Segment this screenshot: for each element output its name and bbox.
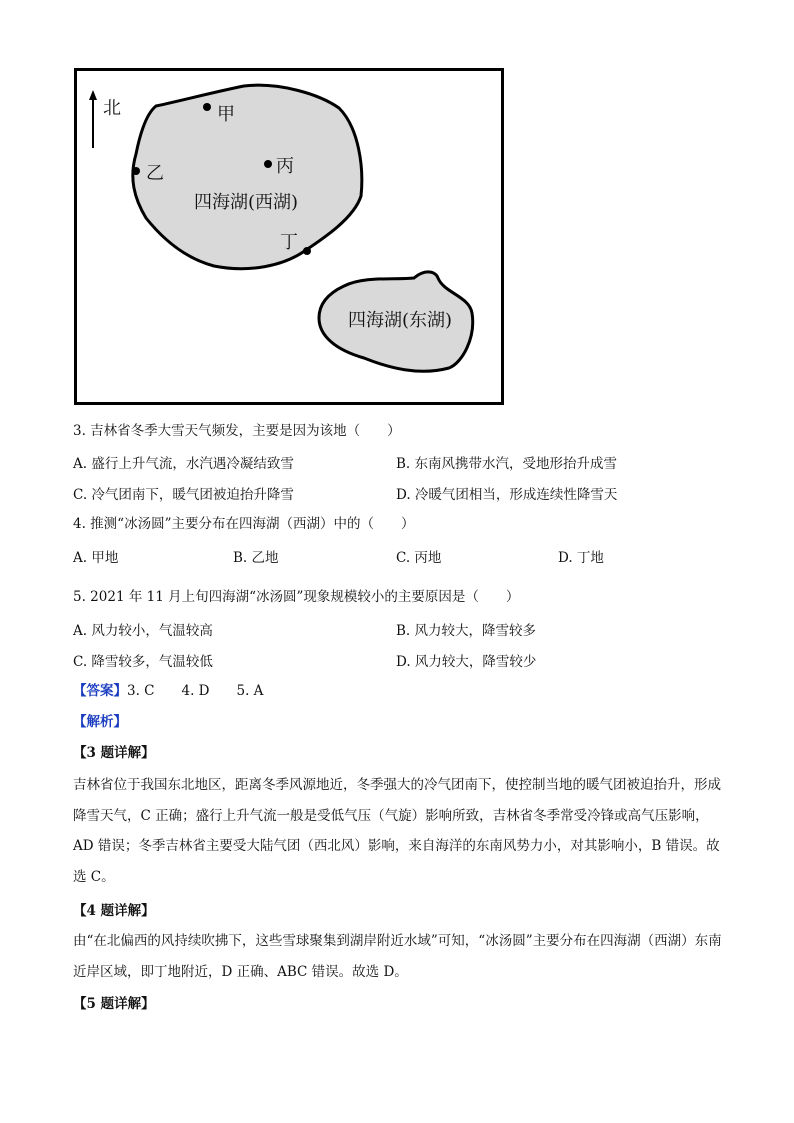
q5-option-b: B. 风力较大，降雪较多 — [396, 623, 537, 639]
label-jia: 甲 — [217, 104, 235, 125]
q3-option-a: A. 盛行上升气流，水汽遇冷凝结致雪 — [73, 456, 294, 472]
point-ding — [303, 247, 311, 255]
answer-value: 3. C 4. D 5. A — [127, 683, 264, 699]
east-lake-label: 四海湖(东湖) — [348, 310, 453, 331]
q3-option-b: B. 东南风携带水汽，受地形抬升成雪 — [396, 456, 618, 472]
q4-option-b: B. 乙地 — [233, 550, 279, 566]
q3-option-c: C. 冷气团南下，暖气团被迫抬升降雪 — [73, 487, 294, 503]
point-jia — [203, 103, 211, 111]
point-bing — [264, 160, 272, 168]
question-3-stem: 3. 吉林省冬季大雪天气频发，主要是因为该地（ ） — [73, 423, 401, 439]
analysis-label: 【解析】 — [73, 714, 127, 730]
north-label: 北 — [103, 98, 121, 119]
label-bing: 丙 — [276, 156, 294, 177]
detail-4-heading: 【4 题详解】 — [73, 903, 155, 919]
detail-4-text: 由“在北偏西的风持续吹拂下，这些雪球聚集到湖岸附近水域”可知，“冰汤圆”主要分布在四海湖（西湖）东南近岸区域，即丁地附近，D 正确、ABC 错误。故选 D。 — [73, 933, 722, 980]
q4-option-a: A. 甲地 — [73, 550, 119, 566]
label-yi: 乙 — [146, 163, 164, 184]
answer-line — [73, 681, 733, 701]
q3-option-d: D. 冷暖气团相当，形成连续性降雪天 — [396, 487, 618, 503]
west-lake-label: 四海湖(西湖) — [194, 192, 299, 213]
q4-option-d: D. 丁地 — [558, 550, 604, 566]
detail-5-heading: 【5 题详解】 — [73, 996, 155, 1012]
q4-option-c: C. 丙地 — [396, 550, 442, 566]
q5-option-d: D. 风力较大，降雪较少 — [396, 654, 537, 670]
lake-map — [74, 68, 504, 405]
question-5-stem: 5. 2021 年 11 月上旬四海湖“冰汤圆”现象规模较小的主要原因是（ ） — [73, 589, 520, 605]
point-yi — [132, 167, 140, 175]
q5-option-a: A. 风力较小，气温较高 — [73, 623, 213, 639]
label-ding: 丁 — [280, 232, 298, 253]
detail-3-heading: 【3 题详解】 — [73, 745, 155, 761]
detail-3-text: 吉林省位于我国东北地区，距离冬季风源地近，冬季强大的冷气团南下，使控制当地的暖气团被迫抬升，形成降雪天气，C 正确；盛行上升气流一般是受低气压（气旋）影响所致，吉林省冬季常受冷锋或高气压影响，AD 错误；冬季吉林省主要受大陆气团（西北风）影响，来自海洋的东南风势力小，对其影响小，B 错误。故选 C。 — [73, 777, 721, 885]
question-4-stem: 4. 推测“冰汤圆”主要分布在四海湖（西湖）中的（ ） — [73, 516, 415, 532]
answer-label: 【答案】 — [73, 683, 127, 699]
q5-option-c: C. 降雪较多，气温较低 — [73, 654, 213, 670]
lake-map-svg — [74, 68, 504, 405]
